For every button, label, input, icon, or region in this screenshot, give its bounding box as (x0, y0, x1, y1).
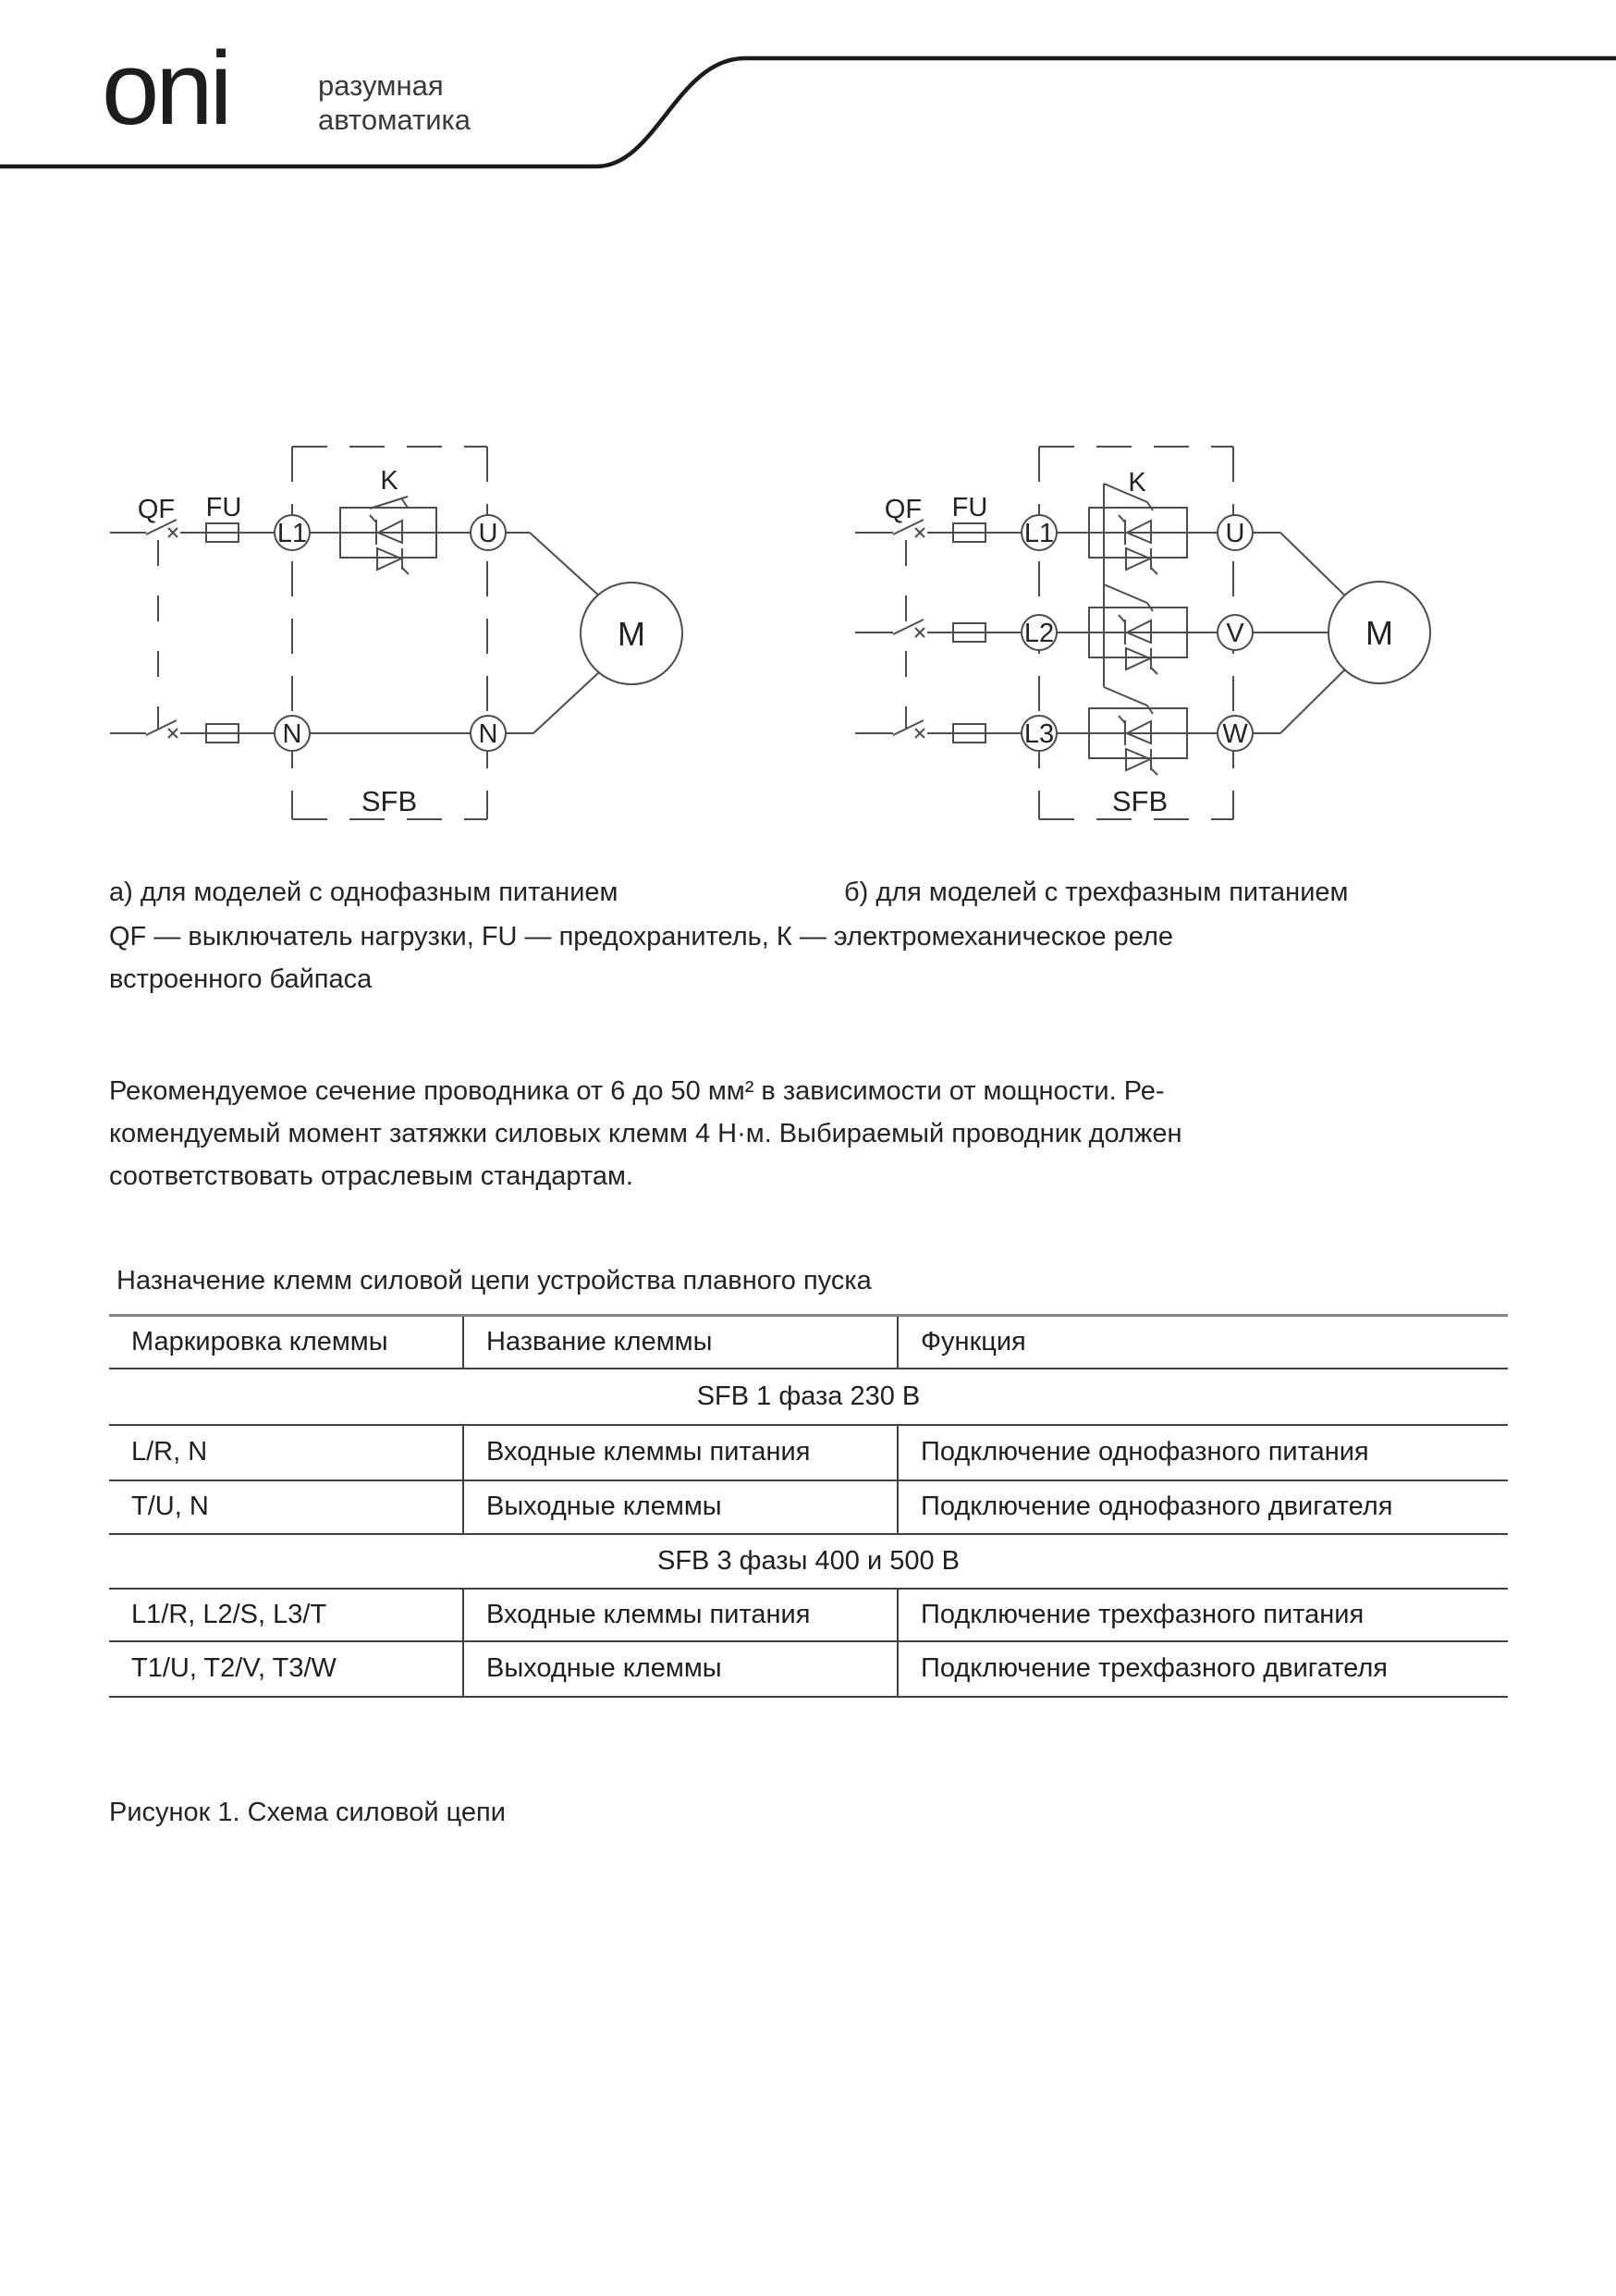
table-row (109, 1480, 1508, 1534)
qf-switch-symbol-b (893, 520, 924, 735)
table-cell: Входные клеммы питания (463, 1589, 898, 1641)
label-qf-a: QF (137, 495, 176, 524)
table-row (109, 1425, 1508, 1480)
diagram-captions (0, 871, 1616, 914)
table-title: Назначение клемм силовой цепи устройства плавного пуска (116, 1266, 872, 1295)
table-header-row (109, 1316, 1508, 1369)
thyristor-icon-a-bottom (377, 548, 409, 574)
label-v-b: V (1226, 619, 1244, 648)
label-l1-a: L1 (276, 519, 308, 548)
table-cell: Выходные клеммы (463, 1641, 898, 1697)
wires-a (110, 533, 612, 733)
table-cell: Входные клеммы питания (463, 1425, 898, 1480)
label-n-in-a: N (282, 719, 302, 749)
power-circuit-diagrams (0, 416, 1616, 860)
bypass-relay-chain-b (1104, 484, 1153, 714)
brand-logo: oni (102, 31, 229, 146)
diagram-three-phase (855, 447, 1430, 819)
caption-diagram-a: а) для моделей с однофазным питанием (109, 878, 618, 907)
paragraph-line1: Рекомендуемое сечение проводника от 6 до 50 мм² в зависимости от мощности. Ре- (109, 1076, 1165, 1106)
qf-x-marker-b (915, 528, 924, 738)
thyristor-icon-b3-bottom (1126, 749, 1157, 775)
brand-tagline (318, 68, 471, 137)
brand-tagline-line1: разумная (318, 69, 444, 102)
header-curve-line (0, 0, 1616, 203)
table-cell: T1/U, T2/V, T3/W (131, 1653, 337, 1683)
label-n-out-a: N (478, 719, 498, 749)
label-l3-b: L3 (1023, 719, 1055, 749)
legend-line2: встроенного байпаса (109, 964, 373, 994)
table-cell: Подключение однофазного двигателя (921, 1492, 1393, 1521)
table-cell: L/R, N (131, 1437, 208, 1467)
label-fu-b: FU (951, 493, 988, 522)
table-group-label: SFB 3 фазы 400 и 500 В (657, 1545, 960, 1576)
diagram-legend (109, 915, 1173, 1001)
table-row (109, 1589, 1508, 1641)
table-cell: Выходные клеммы (463, 1480, 898, 1534)
diagram-single-phase (110, 447, 682, 819)
brand-tagline-line2: автоматика (318, 104, 471, 136)
table-group-label: SFB 1 фаза 230 В (696, 1381, 921, 1411)
label-u-a: U (478, 519, 498, 548)
table-group-row (109, 1534, 1508, 1589)
label-k-b: K (1128, 468, 1146, 497)
label-sfb-b: SFB (1111, 785, 1169, 817)
table-cell: T/U, N (131, 1492, 209, 1521)
table-cell: L1/R, L2/S, L3/T (131, 1599, 327, 1629)
label-m-b: M (1365, 614, 1393, 652)
table-header-cell: Функция (921, 1326, 1026, 1357)
thyristor-icon-b3-top (1119, 716, 1151, 745)
thyristor-icon-a-top (370, 515, 402, 545)
label-l1-b: L1 (1023, 519, 1055, 548)
table-cell: Подключение трехфазного питания (921, 1599, 1365, 1629)
qf-x-marker-a (168, 528, 178, 738)
caption-diagram-b: б) для моделей с трехфазным питанием (844, 878, 1349, 907)
label-k-a: K (380, 466, 398, 496)
table-header-cell: Название клеммы (463, 1316, 898, 1369)
table-header-cell: Маркировка клеммы (131, 1326, 388, 1357)
qf-switch-symbol-a (146, 520, 177, 735)
paragraph-line3: соответствовать отраслевым стандартам. (109, 1161, 633, 1191)
thyristor-icon-b1-top (1119, 515, 1151, 545)
terminals-table (109, 1314, 1508, 1698)
paragraph-line2: комендуемый момент затяжки силовых клемм 4 Н·м. Выбираемый проводник должен (109, 1119, 1182, 1148)
label-qf-b: QF (884, 495, 923, 524)
label-w-b: W (1222, 719, 1248, 749)
label-u-b: U (1225, 519, 1245, 548)
thyristor-icon-b2-top (1119, 615, 1151, 645)
label-l2-b: L2 (1023, 619, 1055, 648)
label-fu-a: FU (205, 493, 242, 522)
legend-line1: QF — выключатель нагрузки, FU — предохранитель, К — электромеханическое реле (109, 922, 1173, 952)
table-group-row (109, 1369, 1508, 1425)
figure-caption: Рисунок 1. Схема силовой цепи (109, 1798, 506, 1827)
thyristor-icon-b1-bottom (1126, 548, 1157, 574)
table-cell: Подключение трехфазного двигателя (921, 1653, 1388, 1683)
conductor-paragraph (109, 1070, 1182, 1197)
table-row (109, 1641, 1508, 1697)
label-sfb-a: SFB (361, 785, 418, 817)
thyristor-icon-b2-bottom (1126, 648, 1157, 674)
table-cell: Подключение однофазного питания (921, 1437, 1369, 1467)
label-m-a: M (618, 615, 645, 653)
